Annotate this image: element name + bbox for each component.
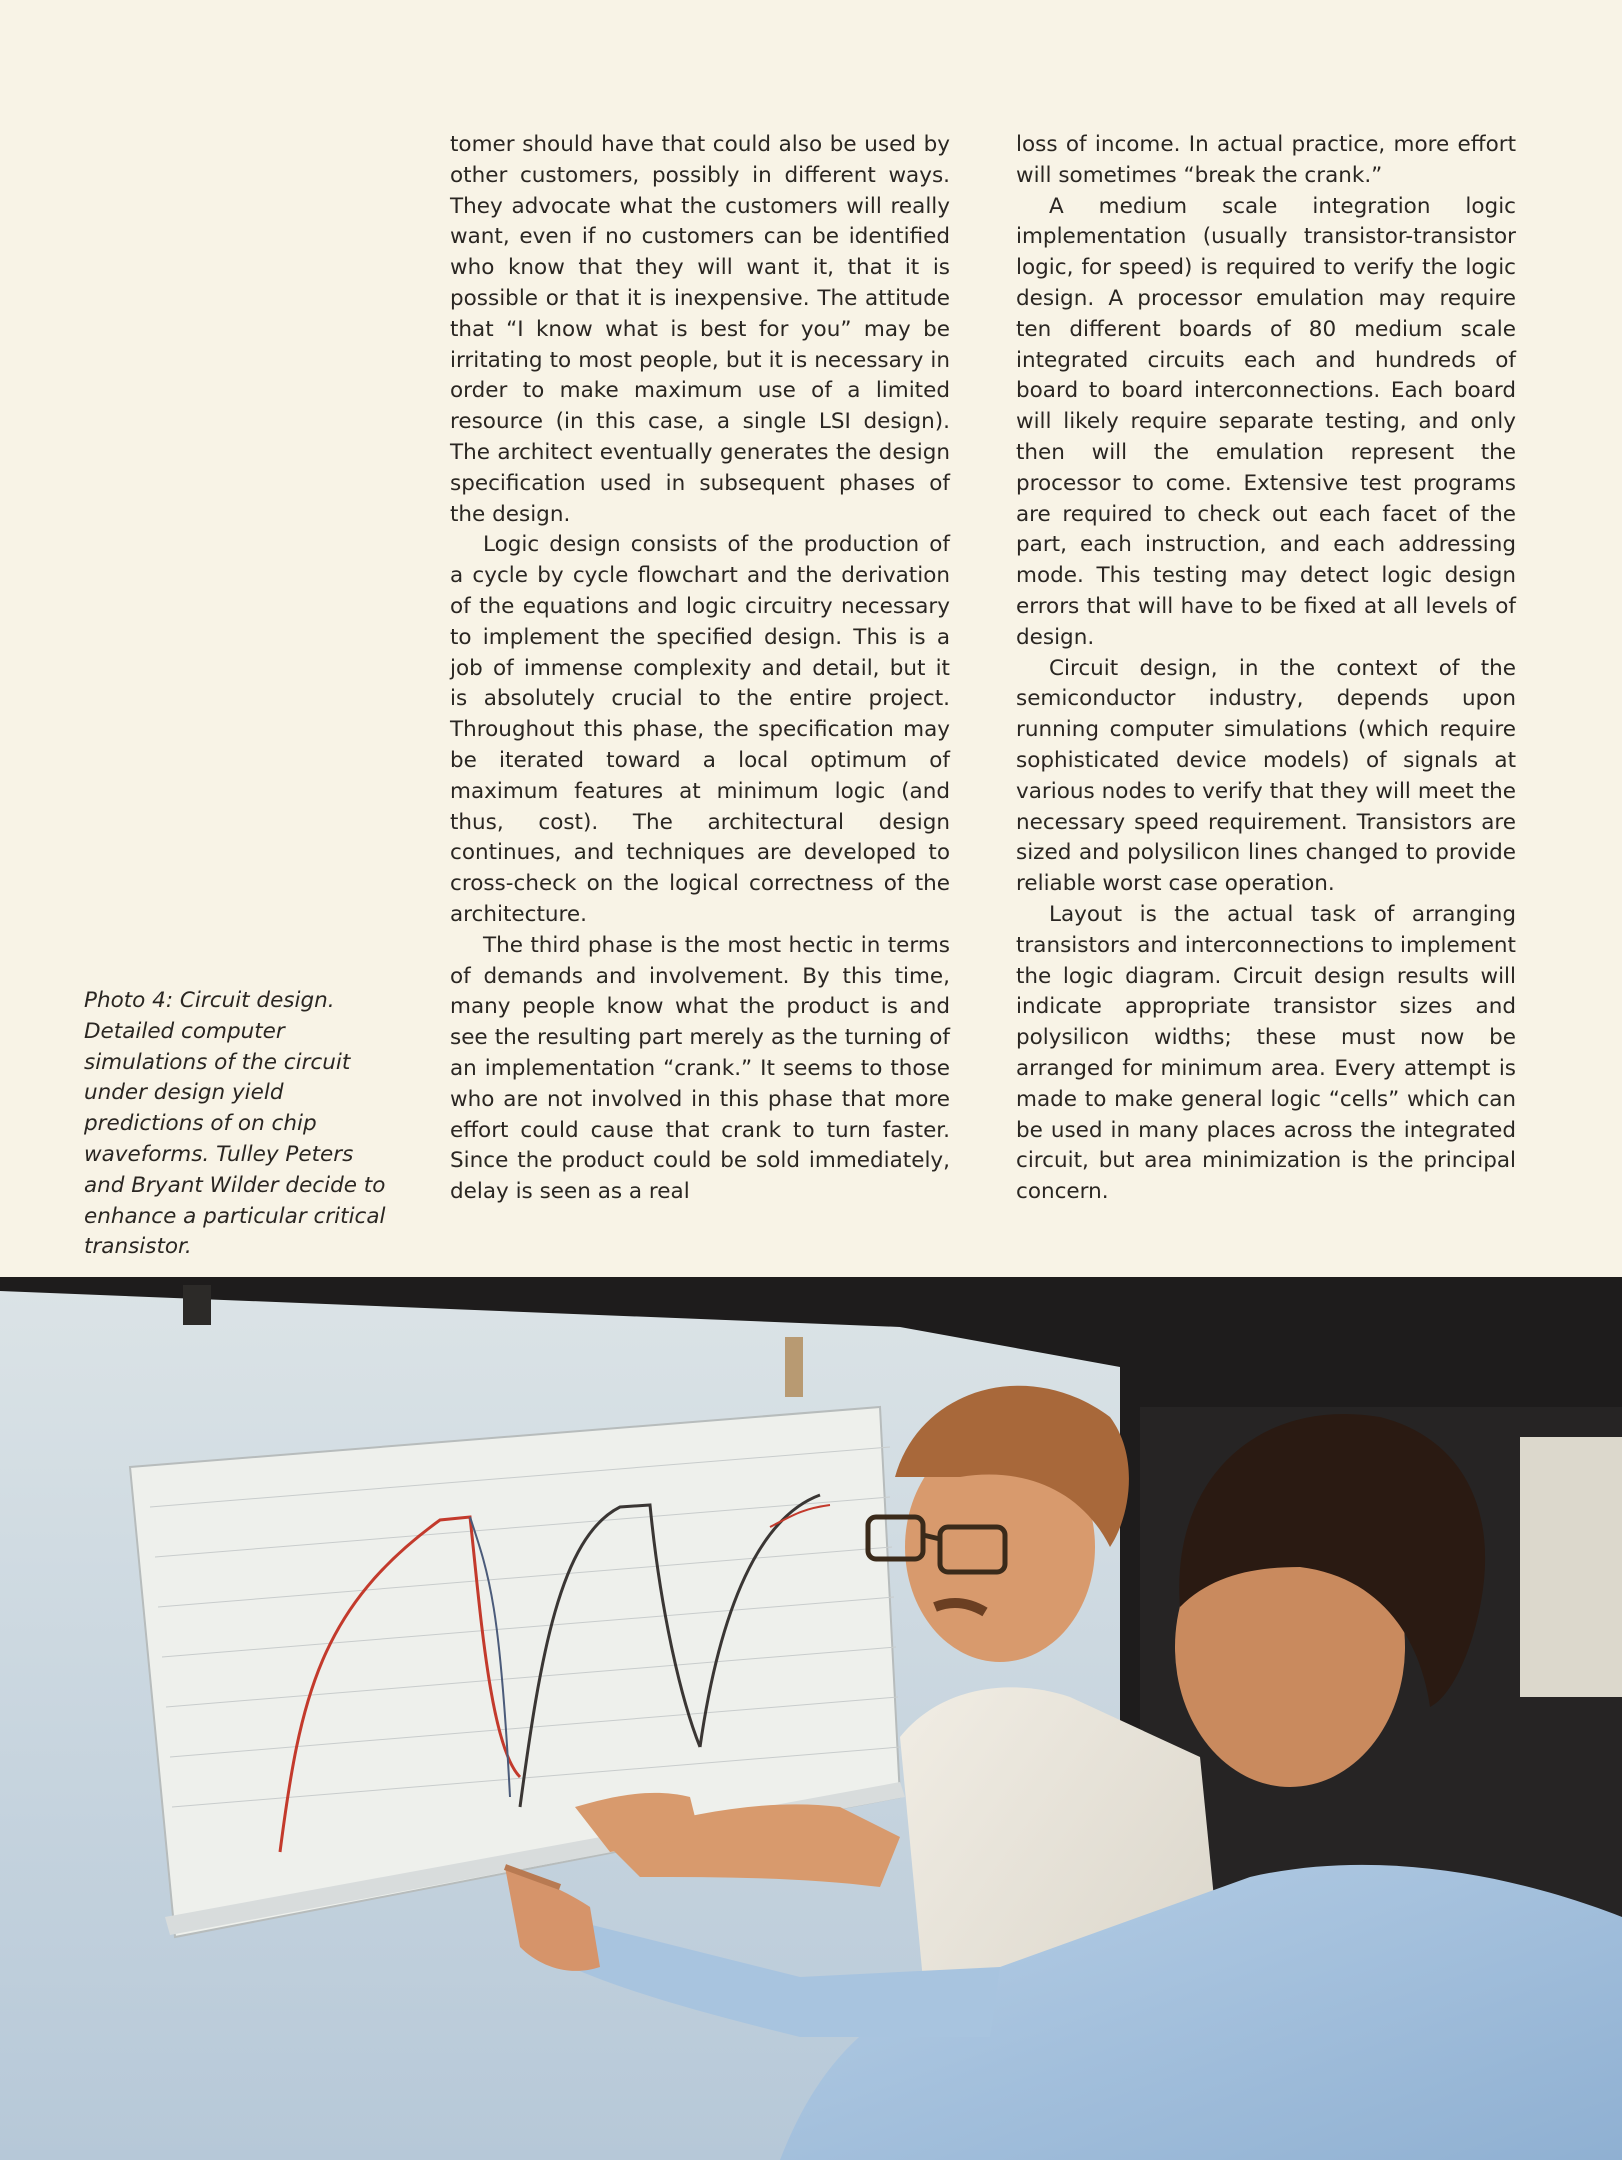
paragraph: Logic design consists of the production of a cycle by cycle flowchart and the derivation of the equations and logic circuitry necessary to implement the specified design. This is a job of immense complexity and detail, but it is absolutely crucial to the entire project. Throughout this phase, the specification may be iterated toward a local optimum of maximum features at minimum logic (and thus, cost). The architectural design continues, and techniques are developed to cross-check on the logical correctness of the architecture. xyxy=(450,532,950,927)
binder-clip xyxy=(183,1285,211,1325)
paragraph: Layout is the actual task of arranging transistors and interconnections to implement the logic diagram. Circuit design results will indicate appropriate transistor sizes and polysilicon widths; these must now be arranged for minimum area. Every attempt is made to make general logic “cells” which can be used in many places across the integrated circuit, but area minimization is the principal concern. xyxy=(1016,901,1516,1205)
background-cabinet xyxy=(1520,1437,1622,1697)
clothespin xyxy=(785,1337,803,1397)
photo-caption xyxy=(84,986,389,1263)
text-column-middle xyxy=(450,130,950,1208)
text-column-right xyxy=(1016,130,1516,1208)
photo-illustration xyxy=(0,1277,1622,2160)
paragraph: The third phase is the most hectic in terms of demands and involvement. By this time, many people know what the product is and see the resulting part merely as the turning of an implementation “crank.” It seems to those who are not involved in this phase that more effort could cause that crank to turn faster. Since the product could be sold immediately, delay is seen as a real xyxy=(450,932,950,1205)
photo-caption-text: Photo 4: Circuit design. Detailed computer simulations of the circuit under design yield predictions of on chip waveforms. Tulley Peters and Bryant Wilder decide to enhance a particular critical transistor. xyxy=(84,988,386,1260)
paragraph: A medium scale integration logic implementation (usually transistor-transistor logic, for speed) is required to verify the logic design. A processor emulation may require ten different boards of 80 medium scale integrated circuits each and hundreds of board to board interconnections. Each board will likely require separate testing, and only then will the emulation represent the processor to come. Extensive test programs are required to check out each facet of the part, each instruction, and each addressing mode. This testing may detect logic design errors that will have to be fixed at all levels of design. xyxy=(1016,193,1516,650)
paragraph: tomer should have that could also be used by other customers, possibly in different ways. They advocate what the customers will really want, even if no customers can be identified who know that they will want it, that it is possible or that it is inexpensive. The attitude that “I know what is best for you” may be irritating to most people, but it is necessary in order to make maximum use of a limited resource (in this case, a single LSI design). The architect eventually generates the design specification used in subsequent phases of the design. xyxy=(450,132,950,527)
photo-circuit-design xyxy=(0,1277,1622,2160)
paragraph: Circuit design, in the context of the semiconductor industry, depends upon running computer simulations (which require sophisticated device models) of signals at various nodes to verify that they will meet the necessary speed requirement. Transistors are sized and polysilicon lines changed to provide reliable worst case operation. xyxy=(1016,655,1516,897)
paragraph: loss of income. In actual practice, more effort will sometimes “break the crank.” xyxy=(1016,132,1516,188)
